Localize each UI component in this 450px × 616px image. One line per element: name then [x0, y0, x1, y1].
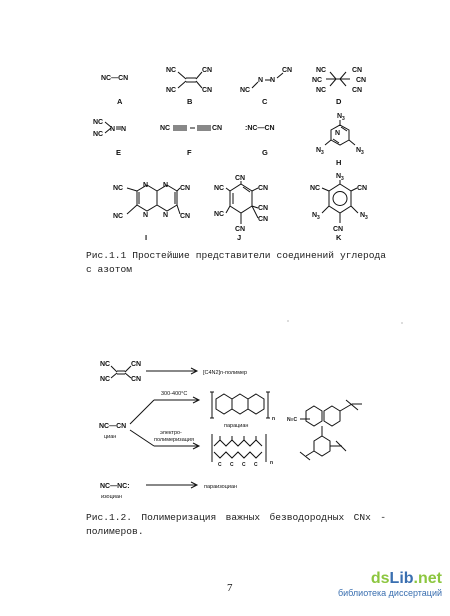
svg-text:n: n [272, 416, 276, 422]
svg-text:3: 3 [317, 215, 320, 221]
condition-2-line1: электро- [160, 430, 182, 436]
svg-text:3: 3 [365, 215, 368, 221]
svg-text:CN: CN [131, 376, 142, 383]
svg-text:CN: CN [258, 185, 269, 192]
svg-text:CN: CN [202, 87, 213, 94]
svg-text:NC: NC [113, 185, 124, 192]
svg-text:NC: NC [240, 87, 251, 94]
svg-text:N: N [143, 182, 149, 189]
svg-text:CN: CN [258, 216, 269, 223]
reagent-isocyan: NC—NC: [100, 483, 130, 490]
reagent-tetracyanoethylene [100, 361, 141, 383]
svg-text:3: 3 [342, 116, 345, 122]
figure-1-caption: Рис.1.1 Простейшие представители соединений углерода с азотом [86, 250, 386, 275]
label-g: G [262, 148, 268, 157]
svg-text:N: N [337, 113, 343, 120]
svg-text:N: N [335, 130, 341, 137]
label-j: J [237, 233, 242, 242]
paracyan-structure [210, 392, 275, 422]
condition-1: 300-400°C [161, 391, 188, 397]
svg-text:3: 3 [321, 150, 324, 156]
label-d: D [336, 97, 342, 106]
label-f: F [187, 148, 192, 157]
svg-text:CN: CN [202, 67, 213, 74]
svg-text:NC: NC [312, 77, 323, 84]
reagent-cyan: NC—CN [99, 423, 127, 430]
arrow-2 [130, 400, 154, 424]
condition-2-line2: полимеризация [154, 437, 194, 443]
svg-text:CN: CN [357, 185, 368, 192]
svg-text:N: N [163, 182, 169, 189]
figure-2-caption: Рис.1.2. Полимеризация важных безводородных CNx - полимеров. [86, 512, 386, 537]
arrow-3 [130, 430, 154, 446]
svg-text:NC: NC [100, 376, 111, 383]
svg-text:NC: NC [316, 87, 327, 94]
svg-text:n: n [270, 460, 274, 466]
svg-text:N: N [312, 212, 318, 219]
label-b: B [187, 97, 193, 106]
svg-text:CN: CN [212, 125, 223, 132]
svg-text:NC: NC [113, 213, 124, 220]
dslib-watermark[interactable] [338, 570, 442, 598]
svg-text:NC: NC [310, 185, 321, 192]
svg-text:CN: CN [180, 185, 191, 192]
svg-text:CN: CN [235, 175, 246, 182]
svg-text:3: 3 [341, 176, 344, 182]
svg-text:NC: NC [100, 361, 111, 368]
svg-text:CN: CN [282, 67, 293, 74]
svg-text:CN: CN [131, 361, 142, 368]
electropolymer-structure [212, 434, 273, 468]
svg-text:N: N [316, 147, 322, 154]
svg-text:NC: NC [93, 131, 104, 138]
svg-text:N: N [336, 173, 342, 180]
svg-text:C: C [254, 462, 258, 468]
svg-text:C: C [242, 462, 246, 468]
branched-network-structure [287, 400, 362, 460]
page-number: 7 [227, 582, 233, 594]
label-e: E [116, 148, 122, 157]
svg-text:CN: CN [258, 205, 269, 212]
svg-text:NC: NC [93, 119, 104, 126]
reagent-cyan-name: циан [104, 434, 117, 440]
svg-text:CN: CN [235, 226, 246, 233]
svg-text:3: 3 [361, 150, 364, 156]
svg-text:CN: CN [352, 87, 363, 94]
svg-text:NC: NC [166, 67, 177, 74]
svg-text:NC: NC [160, 125, 171, 132]
svg-text:N: N [270, 77, 276, 84]
structure-g-formula: :NC—CN [245, 125, 275, 132]
label-a: A [117, 97, 123, 106]
watermark-logo: dsLib.net [370, 570, 442, 587]
svg-text:NC: NC [166, 87, 177, 94]
svg-text:C: C [218, 462, 222, 468]
product-2: парациан [224, 423, 249, 429]
reagent-isocyan-name: изоциан [101, 494, 122, 500]
svg-text:CN: CN [352, 67, 363, 74]
svg-text:CN: CN [333, 226, 344, 233]
svg-text:N: N [110, 126, 116, 133]
svg-text:NC: NC [214, 185, 225, 192]
svg-text:NC: NC [214, 211, 225, 218]
svg-text:N≡C: N≡C [287, 417, 298, 423]
label-k: K [336, 233, 342, 242]
label-h: H [336, 158, 342, 167]
svg-text:N: N [360, 212, 366, 219]
label-i: I [145, 233, 148, 242]
label-c: C [262, 97, 268, 106]
watermark-tagline: библиотека диссертаций [337, 588, 442, 598]
svg-text:N: N [163, 212, 169, 219]
svg-text:NC: NC [316, 67, 327, 74]
structure-a-formula: NC—CN [101, 75, 129, 82]
svg-text:N: N [121, 126, 127, 133]
product-1: [C4N2]n-полимер [203, 370, 248, 376]
svg-text:CN: CN [180, 213, 191, 220]
svg-text:N: N [143, 212, 149, 219]
product-3: параизоциан [204, 484, 238, 490]
svg-text:N: N [258, 77, 264, 84]
svg-text:C: C [230, 462, 234, 468]
svg-text:N: N [356, 147, 362, 154]
svg-text:CN: CN [356, 77, 367, 84]
